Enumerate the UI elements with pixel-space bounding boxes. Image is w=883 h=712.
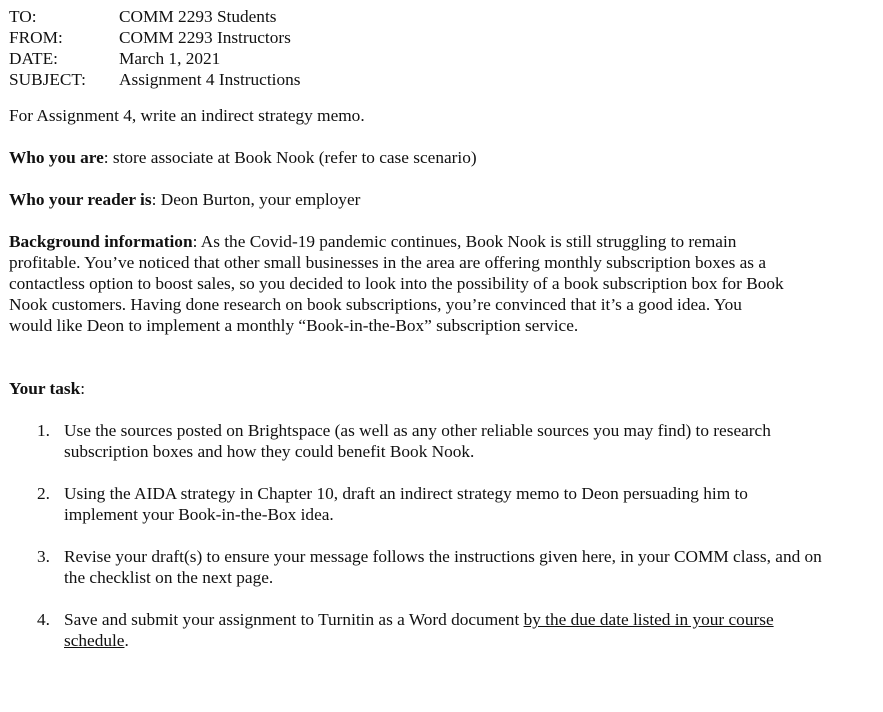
task-step-text: Revise your draft(s) to ensure your message follows the instructions given here, in your COMM class, and on the checklist on the next page. [64,547,822,587]
background-label: Background information [9,232,193,251]
task-step [9,546,824,588]
memo-header [9,6,300,90]
who-reader-text: : Deon Burton, your employer [151,190,361,209]
intro-paragraph: For Assignment 4, write an indirect strategy memo. [9,106,365,125]
who-you-are-label: Who you are [9,148,104,167]
memo-from-label: FROM: [9,28,63,47]
task-step-text: Use the sources posted on Brightspace (as well as any other reliable sources you may find) to research subscription boxes and how they could benefit Book Nook. [64,421,771,461]
task-steps-list [9,420,869,651]
task-colon: : [80,379,86,398]
task-label: Your task [9,379,81,398]
task-heading [9,378,869,399]
task-step-number: 3. [37,547,50,566]
memo-to-value: COMM 2293 Students [119,7,277,26]
task-step-text: Using the AIDA strategy in Chapter 10, draft an indirect strategy memo to Deon persuading him to implement your Book-in-the-Box idea. [64,484,748,524]
who-reader-paragraph [9,189,869,210]
task-step-number: 1. [37,421,50,440]
task-step-end: . [124,631,129,650]
background-text: : As the Covid-19 pandemic continues, Book Nook is still struggling to remain profitable. You’ve noticed that other small businesses in the area are offering monthly subscription boxes as a contactless option to boost sales, so you decided to look into the possibility of a book subscription box for Book Nook customers. Having done research on book subscriptions, you’re convinced that it’s a good idea. You would like Deon to implement a monthly “Book-in-the-Box” subscription service. [9,232,784,335]
task-step [9,420,824,462]
memo-to-label: TO: [9,7,37,26]
background-paragraph [9,231,789,336]
memo-subject-value: Assignment 4 Instructions [119,70,301,89]
memo-date-row [9,48,300,69]
task-step-number: 4. [37,610,50,629]
memo-from-row [9,27,300,48]
due-date-underlined-text: by the due date listed in your course schedule [64,610,774,650]
memo-to-row [9,6,300,27]
memo-document [9,6,869,672]
task-step [9,483,824,525]
task-step [9,609,824,651]
memo-subject-label: SUBJECT: [9,70,86,89]
task-step-text: Save and submit your assignment to Turnitin as a Word document [64,610,524,629]
task-step-number: 2. [37,484,50,503]
who-you-are-paragraph [9,147,869,168]
memo-date-label: DATE: [9,49,58,68]
who-reader-label: Who your reader is [9,190,152,209]
memo-date-value: March 1, 2021 [119,49,221,68]
memo-subject-row [9,69,300,90]
memo-from-value: COMM 2293 Instructors [119,28,291,47]
who-you-are-text: : store associate at Book Nook (refer to case scenario) [103,148,477,167]
